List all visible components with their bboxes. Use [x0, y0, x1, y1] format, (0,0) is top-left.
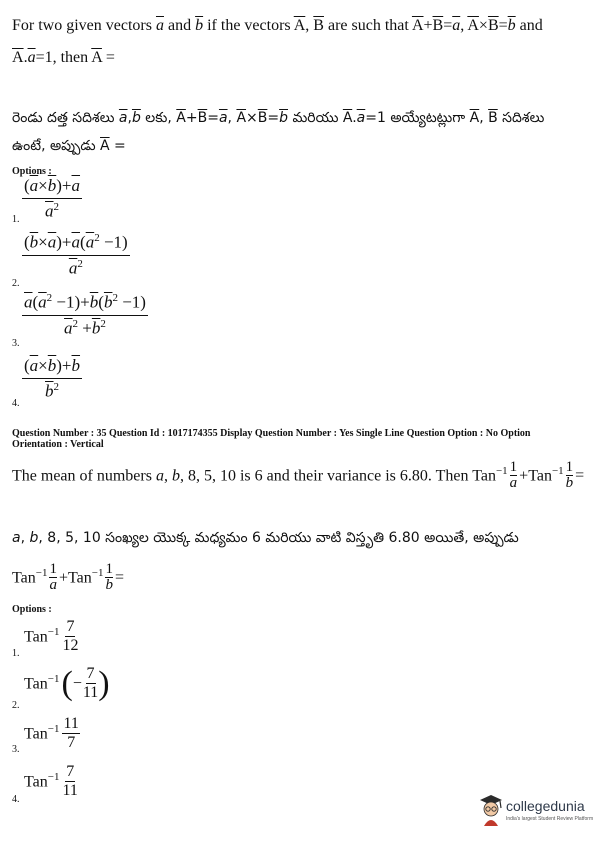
q1-line1: For two given vectors $\overline{a}$ and $\overline{b}$ if the vectors $\overline{A}$, $\overline{B}$ are such that $\overline{A}+\overline{B}=\overline{a}$, $\overline{A}\times\overline{B}=\overline{b}$ and	[12, 17, 543, 34]
q1-option-4-number: 4.	[12, 398, 20, 409]
question-meta-line1: Question Number : 35 Question Id : 1017174355 Display Question Number : Yes Single Line Question Option : No Option	[12, 428, 531, 439]
logo-tagline: India's largest Student Review Platform	[506, 816, 594, 822]
q1-line2: $\overline{A}.\overline{a}=1$, then $\overline{A}$ =	[12, 49, 115, 66]
q2-option-1-number: 1.	[12, 648, 20, 659]
q2-telugu-line1: a, b, 8, 5, 10 సంఖ్యల యొక్క మధ్యమం 6 మరియు వాటి విస్తృతి 6.80 అయితే, అప్పుడు	[12, 530, 519, 546]
q1-option-1-number: 1.	[12, 214, 20, 225]
q2-option-2-number: 2.	[12, 700, 20, 711]
q1-option-3-expression: $\frac{\overline{a}(\overline{a}^2 -1)+\overline{b}(\overline{b}^2 -1)}{\overline{a}^2 +\overline{b}^2}$	[24, 292, 146, 338]
q2-option-3-expression: Tan$^{-1}$ 11 7	[24, 715, 79, 751]
q1-telugu-line1: రెండు దత్త సదిశలు $\overline{a},\overline{b}$ లకు, $\overline{A}+\overline{B}=\overline{a}$, $\overline{A}\times\overline{B}=\overline{b}$ మరియు $\overline{A}.\overline{a}=1$ అయ్యేటట్లుగా $\overline{A}$, $\overline{B}$ సదిశలు	[12, 110, 545, 126]
q1-option-4-expression: $\frac{(\overline{a}\times\overline{b})+\overline{b}}{\overline{b}^2}$	[24, 356, 81, 401]
logo-brand-text: collegedunia	[506, 798, 585, 814]
question-meta-line2: Orientation : Vertical	[12, 439, 104, 450]
q1-options-label: Options :	[12, 166, 52, 177]
q2-option-1-expression: Tan$^{-1}$ 7 12	[24, 618, 79, 654]
q1-telugu-line2: ఉంటే, అప్పుడు $\overline{A}$ =	[12, 138, 126, 154]
q2-telugu-line2: Tan$^{-1}$ 1 a +Tan$^{-1}$ $\frac{1}{b}$ =	[12, 561, 125, 593]
q2-line1: The mean of numbers a, b, 8, 5, 10 is 6 and their variance is 6.80. Then Tan$^{-1}$ 1 a +Tan$^{-1}$ $\frac{1}{b}$ =	[12, 459, 585, 491]
q2-options-label: Options :	[12, 604, 52, 615]
q2-option-4-expression: Tan$^{-1}$ 7 11	[24, 763, 78, 799]
q1-option-3-number: 3.	[12, 338, 20, 349]
q2-option-3-number: 3.	[12, 744, 20, 755]
q2-option-2-expression: Tan$^{-1}$ ( − $\frac{7}{11}$ )	[24, 664, 110, 702]
collegedunia-logo	[478, 792, 594, 832]
q1-option-2-number: 2.	[12, 278, 20, 289]
q1-option-1-expression: $\frac{(\overline{a}\times\overline{b})+\overline{a}}{\overline{a}^2}$	[24, 176, 81, 221]
student-mascot-icon	[478, 792, 504, 828]
q1-option-2-expression: $\frac{(\overline{b}\times\overline{a})+\overline{a}(\overline{a}^2 -1)}{\overline{a}^2}$	[24, 232, 128, 278]
q2-option-4-number: 4.	[12, 794, 20, 805]
